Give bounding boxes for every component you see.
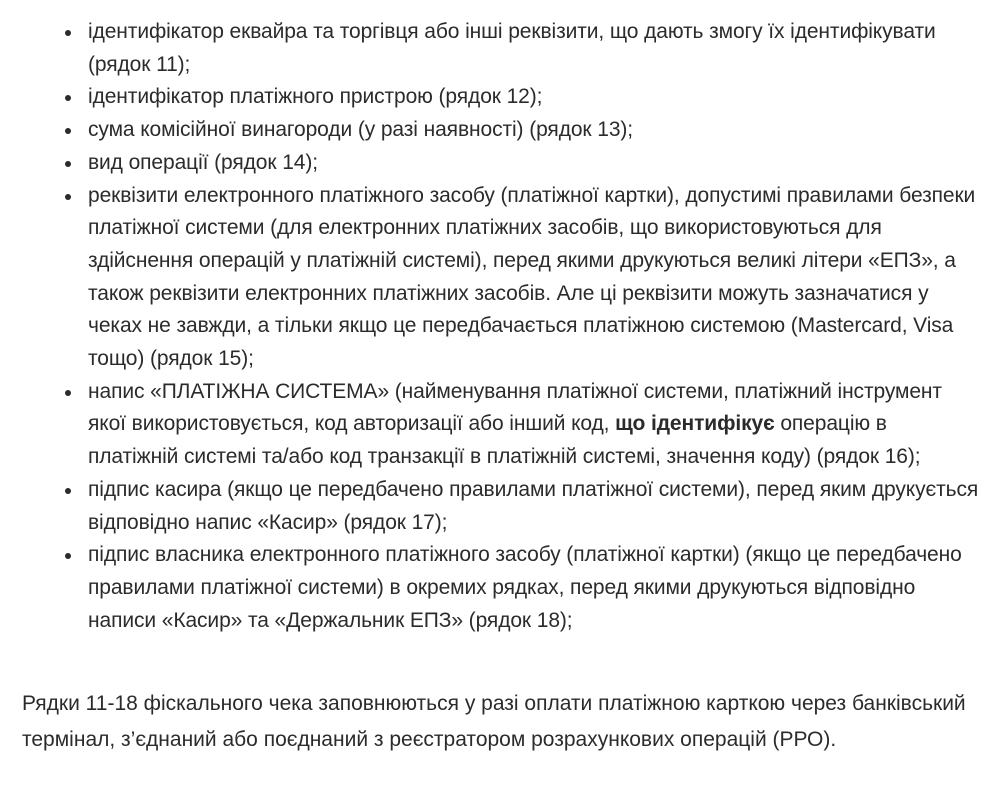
summary-paragraph: Рядки 11-18 фіскального чека заповнюються у разі оплати платіжною карткою через банківський термінал, з’єднаний або поєднаний з реєстратором розрахункових операцій (РРО). (22, 692, 966, 751)
list-item: реквізити електронного платіжного засобу (платіжної картки), допустимі правилами безпеки платіжної системи (для електронних платіжних засобів, що використовуються для здійснення операцій у платіжній системі), перед якими друкуються великі літери «ЕПЗ», а також реквізити електронних платіжних засобів. Але ці реквізити можуть зазначатися у чеках не завжди, а тільки якщо це передбачається платіжною системою (Mastercard, Visa тощо) (рядок 15); (22, 180, 982, 376)
list-item: підпис власника електронного платіжного засобу (платіжної картки) (якщо це передбачено правилами платіжної системи) в окремих рядках, перед якими друкуються відповідно написи «Касир» та «Держальник ЕПЗ» (рядок 18); (22, 539, 982, 637)
list-item-bold-text: що ідентифікує (615, 412, 775, 436)
list-item: ідентифікатор еквайра та торгівця або інші реквізити, що дають змогу їх ідентифікувати (рядок 11); (22, 16, 982, 81)
list-item-text: напис «ПЛАТІЖНА СИСТЕМА» (найменування платіжної системи, платіжний інструмент якої використовується, код авторизації або інший код, (88, 379, 942, 436)
list-item (22, 376, 982, 474)
requirements-list (22, 16, 982, 637)
list-item: сума комісійної винагороди (у разі наявності) (рядок 13); (22, 114, 982, 147)
list-item-text: операцію в платіжній системі та/або код транзакції в платіжній системі, значення коду) (рядок 16); (88, 412, 921, 469)
list-item: підпис касира (якщо це передбачено правилами платіжної системи), перед яким друкується відповідно напис «Касир» (рядок 17); (22, 474, 982, 539)
list-item: ідентифікатор платіжного пристрою (рядок 12); (22, 81, 982, 114)
list-item: вид операції (рядок 14); (22, 147, 982, 180)
